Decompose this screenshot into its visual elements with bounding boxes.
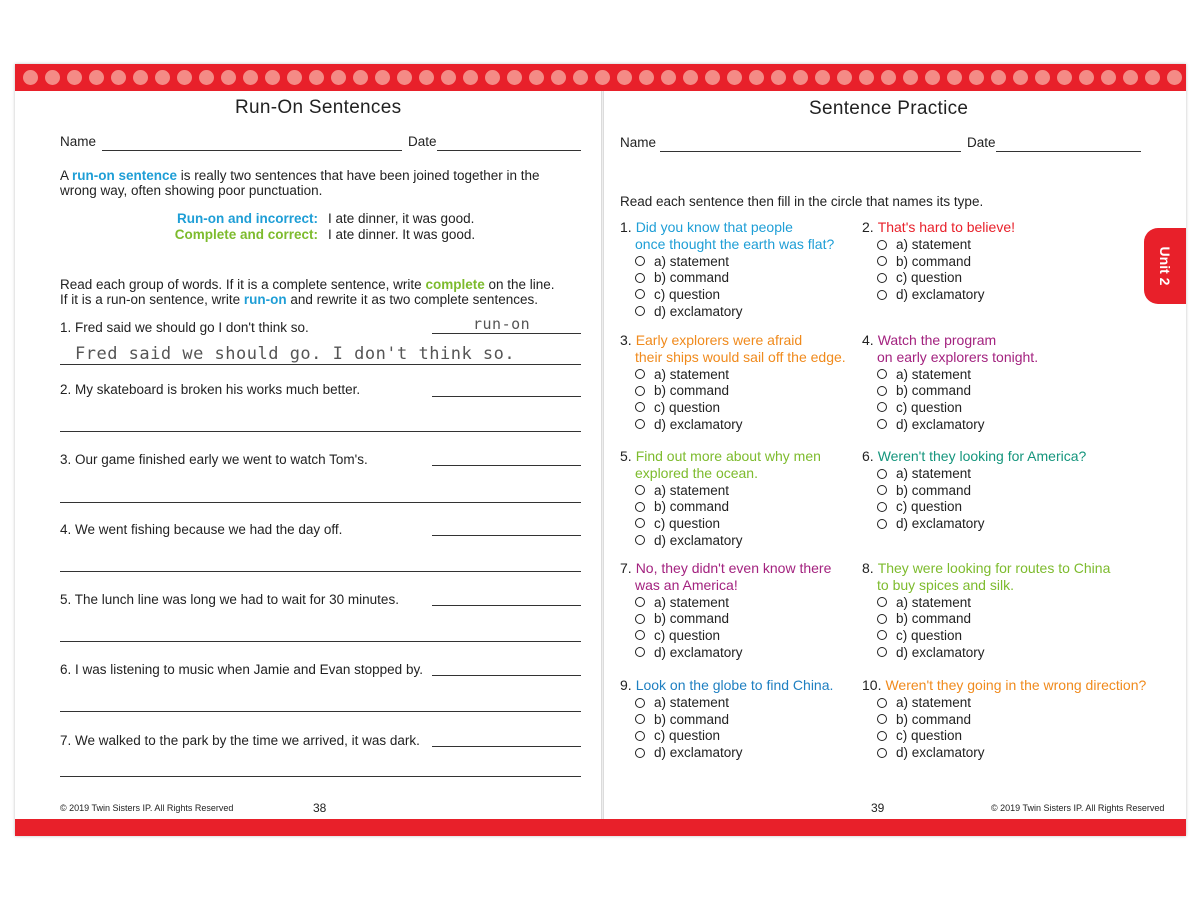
option-label: b) command: [654, 611, 730, 627]
page-title: Sentence Practice: [809, 98, 969, 119]
band-dot: [1145, 70, 1160, 85]
item-1-rewrite-line[interactable]: [60, 364, 581, 365]
band-dot: [727, 70, 742, 85]
answer-option[interactable]: [877, 253, 1112, 270]
item-2-answer-line[interactable]: [432, 396, 581, 397]
answer-options: [635, 482, 870, 548]
runon-example-text: I ate dinner, it was good.: [328, 211, 475, 226]
band-dot: [793, 70, 808, 85]
instruction-line-1: Read each group of words. If it is a complete sentence, write complete on the line.: [60, 277, 555, 292]
item-1-rewrite: Fred said we should go. I don't think so.: [75, 344, 516, 364]
band-dot: [67, 70, 82, 85]
band-dot: [639, 70, 654, 85]
definition-line-1: A run-on sentence is really two sentences that have been joined together in the: [60, 168, 540, 183]
radio-circle-icon[interactable]: [877, 485, 887, 495]
option-label: c) question: [654, 399, 721, 415]
workbook-spread: [15, 64, 1186, 836]
answer-option[interactable]: [635, 627, 870, 644]
name-line[interactable]: [660, 151, 961, 152]
answer-options: [877, 695, 1112, 761]
option-label: a) statement: [654, 482, 730, 498]
band-dot: [199, 70, 214, 85]
question-text-line-2: explored the ocean.: [635, 464, 758, 481]
unit-tab[interactable]: [1144, 228, 1186, 304]
question-10: [862, 677, 1147, 761]
option-label: d) exclamatory: [654, 644, 743, 660]
option-label: c) question: [896, 270, 963, 286]
option-label: b) command: [896, 383, 972, 399]
item-5-answer-line[interactable]: [432, 605, 581, 606]
answer-option[interactable]: [635, 611, 870, 628]
option-label: d) exclamatory: [654, 303, 743, 319]
answer-option[interactable]: [877, 611, 1112, 628]
answer-option[interactable]: [877, 644, 1112, 661]
option-label: b) command: [654, 383, 730, 399]
question-number: 8.: [862, 560, 874, 576]
question-text-line-1: Watch the program: [877, 332, 997, 348]
radio-circle-icon[interactable]: [877, 731, 887, 741]
answer-option[interactable]: [635, 728, 870, 745]
option-label: c) question: [654, 515, 721, 531]
radio-circle-icon[interactable]: [635, 731, 645, 741]
band-dot: [485, 70, 500, 85]
item-5-rewrite-line[interactable]: [60, 641, 581, 642]
answer-options: [635, 366, 870, 432]
option-label: b) command: [654, 270, 730, 286]
definition-line-2: wrong way, often showing poor punctuation.: [60, 183, 323, 198]
radio-circle-icon[interactable]: [635, 485, 645, 495]
complete-example-label: Complete and correct:: [174, 227, 318, 242]
question-text-line-1: Weren't they going in the wrong direction?: [885, 677, 1147, 693]
answer-option[interactable]: [877, 286, 1112, 303]
band-dot: [1013, 70, 1028, 85]
radio-circle-icon[interactable]: [635, 419, 645, 429]
band-dot: [1167, 70, 1182, 85]
option-label: b) command: [896, 711, 972, 727]
radio-circle-icon[interactable]: [635, 289, 645, 299]
instruction: Read each sentence then fill in the circle that names its type.: [620, 194, 984, 209]
band-dot: [441, 70, 456, 85]
top-dotted-band: [15, 64, 1186, 91]
option-label: c) question: [896, 499, 963, 515]
option-label: a) statement: [654, 366, 730, 382]
radio-circle-icon[interactable]: [635, 369, 645, 379]
copyright-notice: © 2019 Twin Sisters IP. All Rights Reserved: [60, 803, 234, 813]
answer-option[interactable]: [635, 499, 870, 516]
answer-option[interactable]: [877, 594, 1112, 611]
question-text: [862, 219, 1112, 236]
radio-circle-icon[interactable]: [877, 419, 887, 429]
answer-option[interactable]: [635, 644, 870, 661]
radio-circle-icon[interactable]: [877, 519, 887, 529]
answer-option[interactable]: [877, 499, 1112, 516]
band-dot: [617, 70, 632, 85]
radio-circle-icon[interactable]: [877, 502, 887, 512]
question-8: [862, 560, 1112, 660]
question-number: 5.: [620, 448, 632, 464]
answer-option[interactable]: [877, 711, 1112, 728]
radio-circle-icon[interactable]: [877, 273, 887, 283]
radio-circle-icon[interactable]: [635, 698, 645, 708]
option-label: d) exclamatory: [896, 516, 985, 532]
band-dot: [683, 70, 698, 85]
radio-circle-icon[interactable]: [635, 306, 645, 316]
option-label: b) command: [654, 499, 730, 515]
question-text-line-2: once thought the earth was flat?: [635, 235, 835, 252]
item-7-answer-line[interactable]: [432, 746, 581, 747]
radio-circle-icon[interactable]: [635, 597, 645, 607]
answer-option[interactable]: [635, 482, 870, 499]
answer-option[interactable]: [635, 532, 870, 549]
answer-option[interactable]: [635, 594, 870, 611]
answer-options: [877, 594, 1112, 660]
question-text: [620, 219, 870, 236]
radio-circle-icon[interactable]: [877, 369, 887, 379]
question-text-line-1: That's hard to believe!: [877, 219, 1015, 235]
band-dot: [1035, 70, 1050, 85]
question-text-line-2: on early explorers tonight.: [877, 348, 1039, 365]
question-text: [862, 677, 1147, 694]
radio-circle-icon[interactable]: [877, 256, 887, 266]
option-label: c) question: [654, 728, 721, 744]
band-dot: [331, 70, 346, 85]
answer-option[interactable]: [877, 515, 1112, 532]
page-number: 39: [871, 801, 885, 815]
band-dot: [397, 70, 412, 85]
question-text-line-2: was an America!: [635, 576, 738, 593]
answer-options: [877, 466, 1112, 532]
band-dot: [529, 70, 544, 85]
band-dot: [89, 70, 104, 85]
band-dot: [265, 70, 280, 85]
item-1-answer-line[interactable]: [432, 333, 581, 334]
unit-tab-label: Unit 2: [1157, 246, 1173, 286]
name-line[interactable]: [102, 150, 402, 151]
option-label: a) statement: [896, 237, 972, 253]
name-label: Name: [620, 135, 657, 150]
date-line[interactable]: [996, 151, 1141, 152]
option-label: b) command: [896, 482, 972, 498]
radio-circle-icon[interactable]: [635, 386, 645, 396]
instruction-line-2: If it is a run-on sentence, write run-on and rewrite it as two complete sentences.: [60, 292, 538, 307]
radio-circle-icon[interactable]: [877, 614, 887, 624]
question-number: 3.: [620, 332, 632, 348]
answer-option[interactable]: [635, 366, 870, 383]
question-text-line-1: Early explorers were afraid: [635, 332, 803, 348]
option-label: c) question: [654, 627, 721, 643]
answer-option[interactable]: [635, 270, 870, 287]
item-7-rewrite-line[interactable]: [60, 776, 581, 777]
answer-option[interactable]: [877, 482, 1112, 499]
radio-circle-icon[interactable]: [877, 386, 887, 396]
question-text: [620, 448, 870, 465]
page-title: Run-On Sentences: [235, 97, 402, 118]
answer-option[interactable]: [635, 711, 870, 728]
question-text: [862, 332, 1112, 349]
band-dot: [969, 70, 984, 85]
band-dot: [991, 70, 1006, 85]
answer-options: [635, 695, 870, 761]
answer-options: [635, 253, 870, 319]
question-number: 1.: [620, 219, 632, 235]
radio-circle-icon[interactable]: [635, 748, 645, 758]
option-label: c) question: [896, 627, 963, 643]
band-dot: [309, 70, 324, 85]
band-dot: [661, 70, 676, 85]
radio-circle-icon[interactable]: [877, 597, 887, 607]
item-7-text: 7. We walked to the park by the time we arrived, it was dark.: [60, 733, 420, 748]
answer-option[interactable]: [877, 466, 1112, 483]
band-dot: [595, 70, 610, 85]
option-label: b) command: [654, 711, 730, 727]
radio-circle-icon[interactable]: [877, 402, 887, 412]
item-3-rewrite-line[interactable]: [60, 502, 581, 503]
question-text-line-1: Did you know that people: [635, 219, 793, 235]
option-label: c) question: [654, 286, 721, 302]
answer-option[interactable]: [635, 383, 870, 400]
option-label: d) exclamatory: [896, 644, 985, 660]
band-dot: [287, 70, 302, 85]
band-dot: [881, 70, 896, 85]
question-text-line-1: Weren't they looking for America?: [877, 448, 1087, 464]
item-6-answer-line[interactable]: [432, 675, 581, 676]
answer-option[interactable]: [635, 399, 870, 416]
date-label: Date: [408, 134, 437, 149]
option-label: d) exclamatory: [896, 745, 985, 761]
item-1-answer: run-on: [473, 315, 531, 333]
option-label: a) statement: [654, 695, 730, 711]
option-label: c) question: [896, 399, 963, 415]
question-text-line-1: They were looking for routes to China: [877, 560, 1111, 576]
question-text: [620, 677, 870, 694]
question-text-line-1: Find out more about why men: [635, 448, 821, 464]
item-6-rewrite-line[interactable]: [60, 711, 581, 712]
item-3-text: 3. Our game finished early we went to watch Tom's.: [60, 452, 368, 467]
option-label: d) exclamatory: [654, 416, 743, 432]
question-number: 9.: [620, 677, 632, 693]
option-label: a) statement: [654, 594, 730, 610]
name-label: Name: [60, 134, 97, 149]
band-dot: [23, 70, 38, 85]
answer-option[interactable]: [877, 695, 1112, 712]
right-page: [604, 91, 1186, 819]
question-text: [620, 332, 870, 349]
band-dot: [1057, 70, 1072, 85]
answer-option[interactable]: [877, 399, 1112, 416]
answer-option[interactable]: [877, 627, 1112, 644]
question-1: [620, 219, 870, 319]
option-label: b) command: [896, 611, 972, 627]
question-number: 6.: [862, 448, 874, 464]
option-label: d) exclamatory: [896, 416, 985, 432]
answer-option[interactable]: [877, 383, 1112, 400]
answer-options: [877, 366, 1112, 432]
question-text-line-1: No, they didn't even know there: [635, 560, 832, 576]
date-label: Date: [967, 135, 996, 150]
radio-circle-icon[interactable]: [877, 290, 887, 300]
question-5: [620, 448, 870, 548]
question-2: [862, 219, 1112, 303]
band-dot: [221, 70, 236, 85]
band-dot: [111, 70, 126, 85]
band-dot: [837, 70, 852, 85]
band-dot: [573, 70, 588, 85]
option-label: a) statement: [896, 466, 972, 482]
item-6-text: 6. I was listening to music when Jamie and Evan stopped by.: [60, 662, 423, 677]
page-number: 38: [313, 801, 327, 815]
item-4-text: 4. We went fishing because we had the day off.: [60, 522, 343, 537]
answer-option[interactable]: [635, 286, 870, 303]
band-dot: [1079, 70, 1094, 85]
answer-option[interactable]: [635, 416, 870, 433]
runon-example-label: Run-on and incorrect:: [177, 211, 318, 226]
answer-options: [877, 237, 1112, 303]
band-dot: [859, 70, 874, 85]
radio-circle-icon[interactable]: [877, 714, 887, 724]
band-dots: [15, 70, 1182, 85]
band-dot: [947, 70, 962, 85]
band-dot: [419, 70, 434, 85]
question-3: [620, 332, 870, 432]
radio-circle-icon[interactable]: [635, 518, 645, 528]
left-page: [15, 91, 601, 819]
item-3-answer-line[interactable]: [432, 465, 581, 466]
date-line[interactable]: [437, 150, 581, 151]
band-dot: [815, 70, 830, 85]
answer-option[interactable]: [635, 695, 870, 712]
answer-option[interactable]: [877, 416, 1112, 433]
radio-circle-icon[interactable]: [877, 469, 887, 479]
item-4-rewrite-line[interactable]: [60, 571, 581, 572]
question-text: [862, 448, 1112, 465]
band-dot: [507, 70, 522, 85]
band-dot: [925, 70, 940, 85]
band-dot: [133, 70, 148, 85]
question-number: 7.: [620, 560, 632, 576]
question-number: 4.: [862, 332, 874, 348]
radio-circle-icon[interactable]: [877, 698, 887, 708]
option-label: a) statement: [654, 253, 730, 269]
band-dot: [771, 70, 786, 85]
radio-circle-icon[interactable]: [877, 630, 887, 640]
band-dot: [903, 70, 918, 85]
answer-option[interactable]: [877, 728, 1112, 745]
radio-circle-icon[interactable]: [635, 256, 645, 266]
answer-option[interactable]: [877, 366, 1112, 383]
radio-circle-icon[interactable]: [635, 714, 645, 724]
question-text-line-2: to buy spices and silk.: [877, 576, 1014, 593]
item-5-text: 5. The lunch line was long we had to wait for 30 minutes.: [60, 592, 399, 607]
item-1-text: 1. Fred said we should go I don't think so.: [60, 320, 309, 335]
option-label: b) command: [896, 253, 972, 269]
radio-circle-icon[interactable]: [635, 630, 645, 640]
band-dot: [243, 70, 258, 85]
answer-option[interactable]: [635, 303, 870, 320]
band-dot: [177, 70, 192, 85]
answer-option[interactable]: [877, 237, 1112, 254]
band-dot: [1101, 70, 1116, 85]
radio-circle-icon[interactable]: [635, 647, 645, 657]
item-4-answer-line[interactable]: [432, 535, 581, 536]
question-6: [862, 448, 1112, 532]
option-label: d) exclamatory: [654, 532, 743, 548]
answer-option[interactable]: [635, 253, 870, 270]
radio-circle-icon[interactable]: [635, 402, 645, 412]
answer-option[interactable]: [635, 744, 870, 761]
option-label: a) statement: [896, 594, 972, 610]
radio-circle-icon[interactable]: [877, 748, 887, 758]
option-label: a) statement: [896, 695, 972, 711]
answer-options: [635, 594, 870, 660]
radio-circle-icon[interactable]: [635, 535, 645, 545]
question-text-line-1: Look on the globe to find China.: [635, 677, 834, 693]
band-dot: [353, 70, 368, 85]
question-4: [862, 332, 1112, 432]
question-text-line-2: their ships would sail off the edge.: [635, 348, 846, 365]
option-label: a) statement: [896, 366, 972, 382]
item-2-rewrite-line[interactable]: [60, 431, 581, 432]
question-number: 2.: [862, 219, 874, 235]
complete-example-text: I ate dinner. It was good.: [328, 227, 476, 242]
option-label: d) exclamatory: [896, 287, 985, 303]
band-dot: [705, 70, 720, 85]
band-dot: [155, 70, 170, 85]
band-dot: [551, 70, 566, 85]
band-dot: [749, 70, 764, 85]
copyright-notice: © 2019 Twin Sisters IP. All Rights Reserved: [991, 803, 1165, 813]
band-dot: [1123, 70, 1138, 85]
option-label: d) exclamatory: [654, 745, 743, 761]
radio-circle-icon[interactable]: [635, 273, 645, 283]
band-dot: [45, 70, 60, 85]
question-7: [620, 560, 870, 660]
question-number: 10.: [862, 677, 882, 693]
item-2-text: 2. My skateboard is broken his works much better.: [60, 382, 361, 397]
question-text: [862, 560, 1112, 577]
question-9: [620, 677, 870, 761]
radio-circle-icon[interactable]: [877, 647, 887, 657]
question-text: [620, 560, 870, 577]
bottom-band: [15, 819, 1186, 836]
radio-circle-icon[interactable]: [635, 502, 645, 512]
answer-option[interactable]: [635, 515, 870, 532]
answer-option[interactable]: [877, 270, 1112, 287]
answer-option[interactable]: [877, 744, 1112, 761]
band-dot: [375, 70, 390, 85]
band-dot: [463, 70, 478, 85]
option-label: c) question: [896, 728, 963, 744]
radio-circle-icon[interactable]: [877, 240, 887, 250]
radio-circle-icon[interactable]: [635, 614, 645, 624]
